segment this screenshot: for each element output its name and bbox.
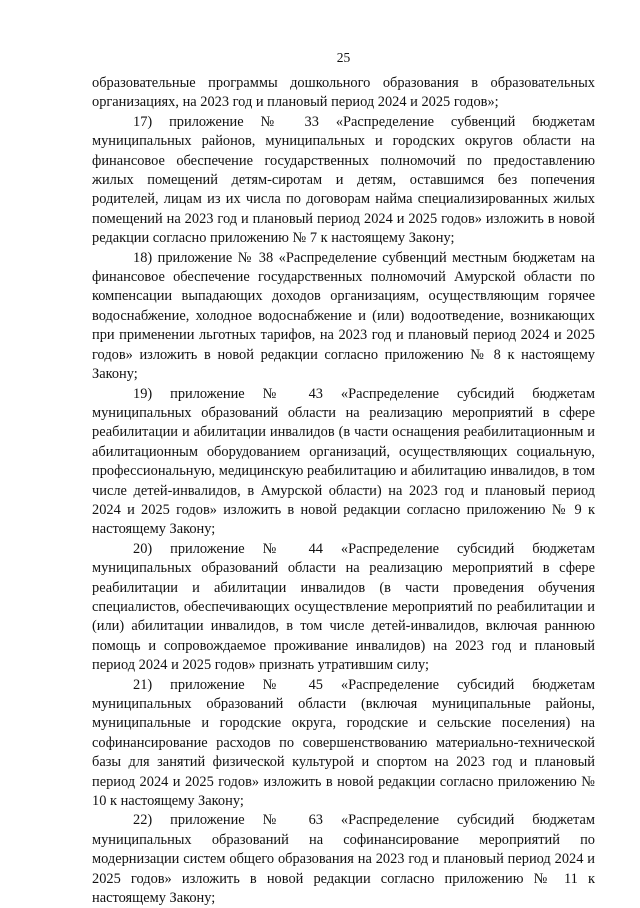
document-body xyxy=(92,74,595,908)
paragraph-item-17: 17) приложение № 33 «Распределение субвенций бюджетам муниципальных районов, муниципальных и городских округов области на финансовое обеспечение государственных полномочий по предоставлению жилых помещений детям-сиротам и детям, оставшимся без попечения родителей, лицам из их числа по договорам найма специализированных жилых помещений на 2023 год и плановый период 2024 и 2025 годов» изложить в новой редакции согласно приложению № 7 к настоящему Закону; xyxy=(92,113,595,247)
paragraph-item-21: 21) приложение № 45 «Распределение субсидий бюджетам муниципальных образований области (включая муниципальные районы, муниципальные и городские округа, городские и сельские поселения) на софинансирование расходов по совершенствованию материально-технической базы для занятий физической культурой и спортом на 2023 год и плановый период 2024 и 2025 годов» изложить в новой редакции согласно приложению № 10 к настоящему Закону; xyxy=(92,676,595,810)
paragraph-item-20: 20) приложение № 44 «Распределение субсидий бюджетам муниципальных образований области на реализацию мероприятий в сфере реабилитации и абилитации инвалидов (в части проведения обучения специалистов, обеспечивающих осуществление мероприятий по реабилитации и (или) абилитации инвалидов, в том числе детей-инвалидов, включая раннюю помощь и сопровождаемое проживание инвалидов) на 2023 год и плановый период 2024 и 2025 годов» признать утратившим силу; xyxy=(92,540,595,674)
paragraph-item-18: 18) приложение № 38 «Распределение субвенций местным бюджетам на финансовое обеспечение государственных полномочий Амурской области по компенсации выпадающих доходов организациям, осуществляющим горячее водоснабжение, холодное водоснабжение и (или) водоотведение, возникающих при применении льготных тарифов, на 2023 год и плановый период 2024 и 2025 годов» изложить в новой редакции согласно приложению № 8 к настоящему Закону; xyxy=(92,249,595,383)
paragraph-continuation: образовательные программы дошкольного образования в образовательных организациях, на 2023 год и плановый период 2024 и 2025 годов»; xyxy=(92,75,595,111)
page-number: 25 xyxy=(336,50,351,65)
paragraph-item-19: 19) приложение № 43 «Распределение субсидий бюджетам муниципальных образований области на реализацию мероприятий в сфере реабилитации и абилитации инвалидов (в части оснащения реабилитационным и абилитационным оборудованием организаций, осуществляющих социальную, профессиональную, медицинскую реабилитацию и абилитацию инвалидов, в том числе детей-инвалидов, в Амурской области) на 2023 год и плановый период 2024 и 2025 годов» изложить в новой редакции согласно приложению № 9 к настоящему Закону; xyxy=(92,385,595,538)
paragraph-item-22: 22) приложение № 63 «Распределение субсидий бюджетам муниципальных образований на софинансирование мероприятий по модернизации систем общего образования на 2023 год и плановый период 2024 и 2025 годов» изложить в новой редакции согласно приложению № 11 к настоящему Закону; xyxy=(92,812,595,907)
